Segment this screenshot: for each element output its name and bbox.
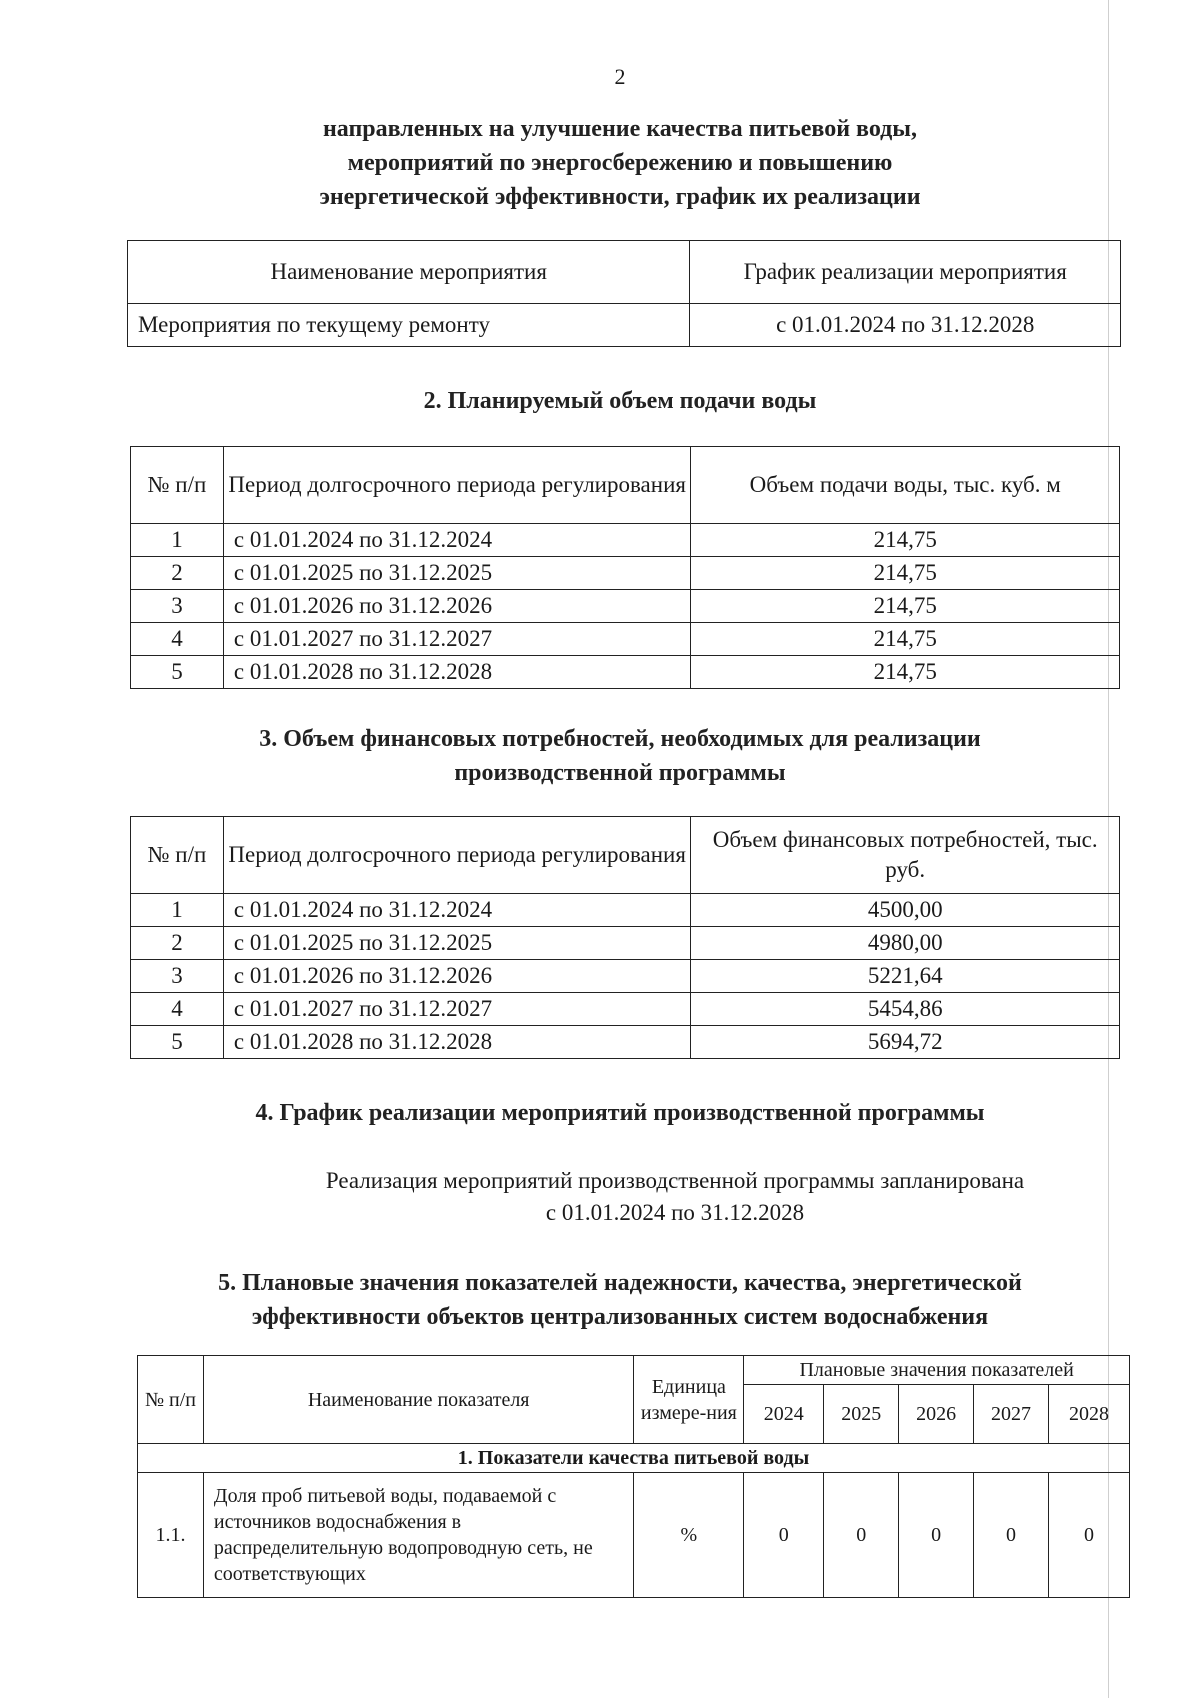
water-volume-table bbox=[130, 446, 1120, 689]
column-header-year: 2026 bbox=[899, 1385, 974, 1444]
group-row bbox=[138, 1444, 1130, 1473]
row-number: 4 bbox=[131, 993, 224, 1026]
row-number: 2 bbox=[131, 557, 224, 590]
column-header: № п/п bbox=[131, 817, 224, 894]
period-cell: с 01.01.2026 по 31.12.2026 bbox=[223, 590, 691, 623]
section-5-title-line: 5. Плановые значения показателей надежности, качества, энергетической bbox=[218, 1270, 1022, 1296]
page-number: 2 bbox=[614, 64, 626, 89]
period-cell: с 01.01.2028 по 31.12.2028 bbox=[223, 656, 691, 689]
value-cell: 0 bbox=[1049, 1473, 1130, 1598]
table-row bbox=[131, 1026, 1120, 1059]
value-cell: 214,75 bbox=[691, 590, 1120, 623]
indicator-name: Доля проб питьевой воды, подаваемой с источников водоснабжения в распределительную водопроводную сеть, не соответствующих bbox=[203, 1473, 634, 1598]
period-cell: с 01.01.2025 по 31.12.2025 bbox=[223, 557, 691, 590]
value-cell: 214,75 bbox=[691, 557, 1120, 590]
unit-cell: % bbox=[634, 1473, 744, 1598]
value-cell: 4500,00 bbox=[691, 894, 1120, 927]
row-number: 2 bbox=[131, 927, 224, 960]
intro-heading-line: направленных на улучшение качества питьевой воды, bbox=[322, 116, 918, 142]
section-5-title bbox=[0, 1266, 1200, 1334]
row-number: 5 bbox=[131, 656, 224, 689]
table-cell: с 01.01.2024 по 31.12.2028 bbox=[690, 304, 1121, 347]
value-cell: 0 bbox=[899, 1473, 974, 1598]
section-2-title: 2. Планируемый объем подачи воды bbox=[423, 388, 817, 414]
column-header-number: № п/п bbox=[138, 1356, 204, 1444]
column-header-planned: Плановые значения показателей bbox=[744, 1356, 1130, 1385]
value-cell: 214,75 bbox=[691, 656, 1120, 689]
section-5-title-line: эффективности объектов централизованных систем водоснабжения bbox=[251, 1304, 989, 1330]
intro-heading-line: мероприятий по энергосбережению и повышению bbox=[347, 150, 893, 176]
row-number: 1.1. bbox=[138, 1473, 204, 1598]
table-header-row bbox=[138, 1356, 1130, 1385]
financial-needs-table bbox=[130, 816, 1120, 1059]
table-row bbox=[131, 894, 1120, 927]
table-cell: Мероприятия по текущему ремонту bbox=[128, 304, 690, 347]
row-number: 4 bbox=[131, 623, 224, 656]
indicators-table bbox=[137, 1355, 1130, 1598]
column-header-year: 2027 bbox=[974, 1385, 1049, 1444]
section-3-title-line: производственной программы bbox=[454, 760, 786, 786]
column-header: Объем финансовых потребностей, тыс. руб. bbox=[691, 817, 1120, 894]
section-4-text-line: Реализация мероприятий производственной программы запланирована bbox=[325, 1168, 1025, 1193]
table-header-row bbox=[131, 817, 1120, 894]
value-cell: 214,75 bbox=[691, 524, 1120, 557]
intro-heading bbox=[0, 112, 1200, 214]
period-cell: с 01.01.2025 по 31.12.2025 bbox=[223, 927, 691, 960]
column-header: Период долгосрочного периода регулирования bbox=[223, 447, 691, 524]
column-header: Период долгосрочного периода регулирования bbox=[223, 817, 691, 894]
row-number: 5 bbox=[131, 1026, 224, 1059]
table-header-row bbox=[128, 241, 1121, 304]
value-cell: 5694,72 bbox=[691, 1026, 1120, 1059]
value-cell: 4980,00 bbox=[691, 927, 1120, 960]
period-cell: с 01.01.2028 по 31.12.2028 bbox=[223, 1026, 691, 1059]
column-header-year: 2025 bbox=[824, 1385, 899, 1444]
table-row bbox=[131, 623, 1120, 656]
value-cell: 0 bbox=[744, 1473, 824, 1598]
value-cell: 5221,64 bbox=[691, 960, 1120, 993]
measures-table bbox=[127, 240, 1121, 347]
table-row bbox=[128, 304, 1121, 347]
section-4-text-line: с 01.01.2024 по 31.12.2028 bbox=[545, 1200, 805, 1225]
value-cell: 0 bbox=[824, 1473, 899, 1598]
table-row bbox=[131, 557, 1120, 590]
table-row bbox=[131, 656, 1120, 689]
period-cell: с 01.01.2027 по 31.12.2027 bbox=[223, 993, 691, 1026]
period-cell: с 01.01.2024 по 31.12.2024 bbox=[223, 894, 691, 927]
table-row bbox=[131, 524, 1120, 557]
column-header-year: 2028 bbox=[1049, 1385, 1130, 1444]
column-header: График реализации мероприятия bbox=[690, 241, 1121, 304]
period-cell: с 01.01.2026 по 31.12.2026 bbox=[223, 960, 691, 993]
row-number: 1 bbox=[131, 524, 224, 557]
table-row bbox=[131, 993, 1120, 1026]
period-cell: с 01.01.2024 по 31.12.2024 bbox=[223, 524, 691, 557]
column-header-name: Наименование показателя bbox=[203, 1356, 634, 1444]
section-3-title-line: 3. Объем финансовых потребностей, необходимых для реализации bbox=[259, 726, 981, 752]
row-number: 1 bbox=[131, 894, 224, 927]
table-row bbox=[131, 960, 1120, 993]
group-title: 1. Показатели качества питьевой воды bbox=[138, 1444, 1130, 1473]
column-header: № п/п bbox=[131, 447, 224, 524]
table-row bbox=[131, 927, 1120, 960]
value-cell: 0 bbox=[974, 1473, 1049, 1598]
table-header-row bbox=[131, 447, 1120, 524]
column-header: Объем подачи воды, тыс. куб. м bbox=[691, 447, 1120, 524]
column-header: Наименование мероприятия bbox=[128, 241, 690, 304]
value-cell: 5454,86 bbox=[691, 993, 1120, 1026]
column-header-year: 2024 bbox=[744, 1385, 824, 1444]
section-3-title bbox=[0, 722, 1200, 790]
row-number: 3 bbox=[131, 960, 224, 993]
period-cell: с 01.01.2027 по 31.12.2027 bbox=[223, 623, 691, 656]
section-4-text bbox=[110, 1165, 1200, 1229]
column-header-unit: Единица измере-ния bbox=[634, 1356, 744, 1444]
value-cell: 214,75 bbox=[691, 623, 1120, 656]
row-number: 3 bbox=[131, 590, 224, 623]
table-row bbox=[138, 1473, 1130, 1598]
table-row bbox=[131, 590, 1120, 623]
intro-heading-line: энергетической эффективности, график их реализации bbox=[319, 184, 921, 210]
section-4-title: 4. График реализации мероприятий производственной программы bbox=[255, 1100, 985, 1126]
